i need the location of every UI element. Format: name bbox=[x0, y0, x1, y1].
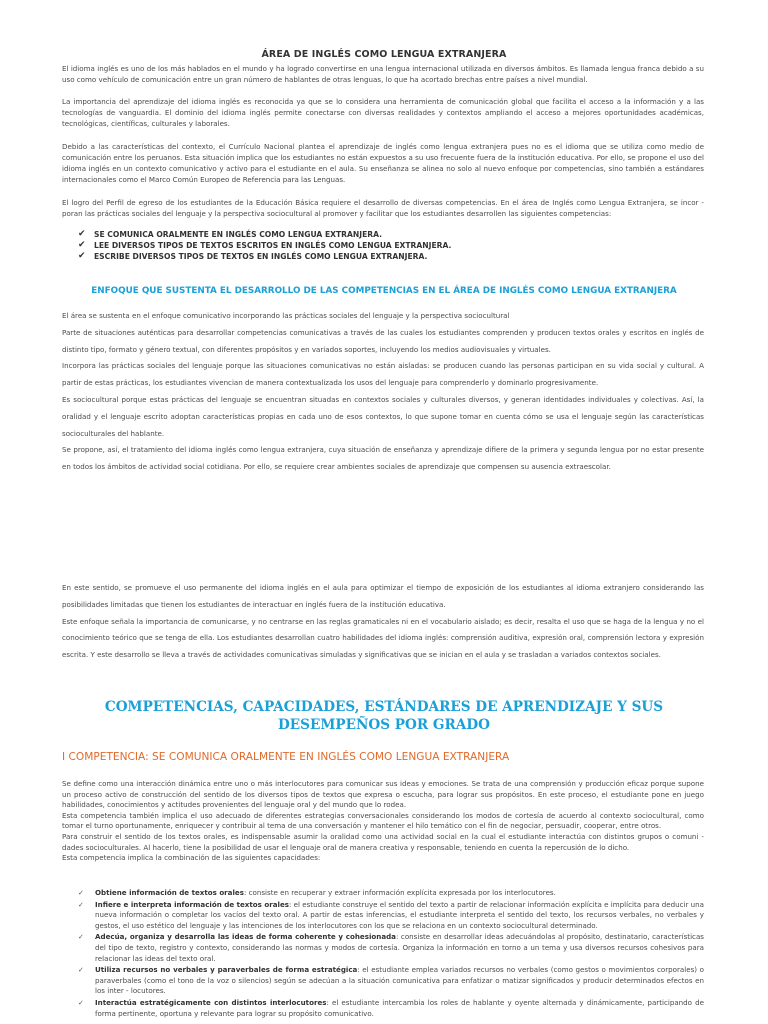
sentido-text: En este sentido, se promueve el uso permanente del idioma inglés en el aula para optimizar el tiempo de exposición de los estudiantes al idioma extranjero considerando las posibilidades limitadas que tienen los estudiantes de interactuar en inglés fuera de la institución educativa. Este enfoque señala la importancia de comunicarse, y no centrarse en las reglas gramaticales ni en el vocabulario aislado; es decir, resalta el uso que se haga de la lengua y no el conocimiento teórico que se tenga de ella. Los estudiantes desarrollan cuatro habilidades del idioma inglés: comprensión auditiva, expresión oral, comprensión lectora y expresión escrita. Y este desarrollo se lleva a través de actividades comunicativas simuladas y significativas que se inician en el aula y se trasladan a variados contextos sociales. bbox=[62, 583, 704, 660]
checkmark-icon: ✔ bbox=[78, 251, 86, 262]
intro-paragraph-2: La importancia del aprendizaje del idioma inglés es reconocida ya que se lo considera una herramienta de comunicación global que facilita el acceso a la información y a las tecnologías de vanguardia. El dominio del idioma inglés permite conectarse con diversas realidades y contextos ampliando el acceso a mejores oportunidades académicas, tecnológicas, científicas, culturales y laborales. bbox=[62, 97, 704, 128]
checkmark-icon: ✓ bbox=[78, 889, 84, 897]
document-title: ÁREA DE INGLÉS COMO LENGUA EXTRANJERA bbox=[261, 49, 507, 60]
list-item: ✓ Adecúa, organiza y desarrolla las ideas de forma coherente y cohesionada: consiste en desarrollar ideas adecuándolas al propósito, destinatario, características del tipo de texto, registro y contexto, considerando las normas y modos de cortesía. Organiza la información en torno a un tema y usa diversos recursos cohesivos para relacionar las ideas del texto oral. bbox=[78, 932, 704, 963]
enfoque-heading: ENFOQUE QUE SUSTENTA EL DESARROLLO DE LAS COMPETENCIAS EN EL ÁREA DE INGLÉS COMO LENGUA EXTRANJERA bbox=[91, 286, 677, 296]
intro-paragraph-3: Debido a las características del contexto, el Currículo Nacional plantea el aprendizaje de inglés como lengua extranjera pues no es el idioma que se utiliza como medio de comunicación entre los peruanos. Esta situación implica que los estudiantes no están expuestos a su uso frecuente fuera de la institución educativa. Por ello, se propone el uso del idioma inglés en un contexto comunicativo y activo para el estudiante en el aula. Su enseñanza se alinea no solo al nuevo enfoque por competencias, sino también a estándares internacionales como el Marco Común Europeo de Referencia para las Lenguas. bbox=[62, 142, 704, 184]
checkmark-icon: ✓ bbox=[78, 900, 84, 909]
capacidades-list bbox=[78, 888, 704, 1020]
competencias-list bbox=[78, 229, 698, 263]
checkmark-icon: ✓ bbox=[78, 933, 84, 942]
list-item: ✓ Obtiene información de textos orales: consiste en recuperar y extraer información explícita expresada por los interlocutores. bbox=[78, 888, 556, 897]
list-item: ✓ Interactúa estratégicamente con distintos interlocutores: el estudiante intercambia los roles de hablante y oyente alternada y dinámicamente, participando de forma pertinente, oportuna y relevante para lograr su propósito comunicativo. bbox=[78, 997, 704, 1018]
checkmark-icon: ✔ bbox=[78, 229, 86, 239]
list-item: ✔ ESCRIBE DIVERSOS TIPOS DE TEXTOS EN INGLÉS COMO LENGUA EXTRANJERA. bbox=[78, 251, 428, 262]
enfoque-text: El área se sustenta en el enfoque comunicativo incorporando las prácticas sociales del lenguaje y la perspectiva sociocultural Parte de situaciones auténticas para desarrollar competencias comunicativas a través de las cuales los estudiantes comprenden y producen textos orales y escritos en inglés de distinto tipo, formato y género textual, con diferentes propósitos y en variados soportes, incluyendo los medios audiovisuales y virtuales. Incorpora las prácticas sociales del lenguaje porque las situaciones comunicativas no están aisladas: se producen cuando las personas participan en su vida social y cultural. A partir de estas prácticas, los estudiantes vivencian de manera contextualizada los usos del lenguaje para comprenderlo y dominarlo progresivamente. Es sociocultural porque estas prácticas del lenguaje se encuentran situadas en contextos sociales y culturales diversos, y generan identidades individuales y colectivas. Así, la oralidad y el lenguaje escrito adoptan características propias en cada uno de esos contextos, lo que supone tomar en cuenta cómo se usa el lenguaje según las características socioculturales del hablante. Se propone, así, el tratamiento del idioma inglés como lengua extranjera, cuya situación de enseñanza y aprendizaje difiere de la primera y segunda lengua por no estar presente en todos los ámbitos de actividad social cotidiana. Por ello, se requiere crear ambientes sociales de aprendizaje que compensen su ausencia extraescolar. bbox=[62, 311, 704, 472]
section-heading: COMPETENCIAS, CAPACIDADES, ESTÁNDARES DE APRENDIZAJE Y SUS DESEMPEÑOS POR GRADO bbox=[104, 699, 664, 733]
list-item: ✓ Infiere e interpreta información de textos orales: el estudiante construye el sentido del texto a partir de relacionar información explícita e implícita para deducir una nueva información o completar los vacíos del texto oral. A partir de estas inferencias, el estudiante interpreta el sentido del texto, los recursos verbales, no verbales y gestos, el uso estético del lenguaje y las intenciones de los interlocutores con los que se relaciona en un contexto sociocultural determinado. bbox=[78, 899, 704, 930]
list-item: ✔ LEE DIVERSOS TIPOS DE TEXTOS ESCRITOS EN INGLÉS COMO LENGUA EXTRANJERA. bbox=[78, 240, 452, 251]
intro-paragraph-1: El idioma inglés es uno de los más hablados en el mundo y ha logrado convertirse en una lengua internacional utilizada en diversos ámbitos. Es llamada lengua franca debido a su uso como vehículo de comunicación entre un gran número de hablantes de otras lenguas, lo que ha acortado brechas entre países a nivel mundial. bbox=[62, 64, 704, 84]
checkmark-icon: ✓ bbox=[78, 966, 84, 975]
checkmark-icon: ✓ bbox=[78, 998, 84, 1007]
checkmark-icon: ✔ bbox=[78, 240, 86, 251]
competencia-1-heading: I COMPETENCIA: SE COMUNICA ORALMENTE EN INGLÉS COMO LENGUA EXTRANJERA bbox=[62, 751, 510, 763]
list-item: ✔ SE COMUNICA ORALMENTE EN INGLÉS COMO LENGUA EXTRANJERA. bbox=[78, 229, 383, 239]
intro-paragraph-4: El logro del Perfil de egreso de los estudiantes de la Educación Básica requiere el desarrollo de diversas competencias. En el área de Inglés como Lengua Extranjera, se incor - poran las prácticas sociales del lenguaje y la perspectiva sociocultural al promover y facilitar que los estudiantes desarrollen las siguientes competencias: bbox=[62, 198, 704, 218]
competencia-1-text: Se define como una interacción dinámica entre uno o más interlocutores para comunicar sus ideas y emociones. Se trata de una comprensión y producción eficaz porque supone un proceso activo de construcción del sentido de los diversos tipos de textos que expresa o escucha, para lograr sus propósitos. En este proceso, el estudiante pone en juego habilidades, conocimientos y actitudes provenientes del lenguaje oral y del mundo que lo rodea. Esta competencia también implica el uso adecuado de diferentes estrategias conversacionales considerando los modos de cortesía de acuerdo al contexto sociocultural, como tomar el turno oportunamente, enriquecer y contribuir al tema de una conversación y mantener el hilo temático con el fin de negociar, persuadir, cooperar, entre otros. Para construir el sentido de los textos orales, es indispensable asumir la oralidad como una actividad social en la cual el estudiante interactúa con distintos grupos o comuni - dades socioculturales. Al hacerlo, tiene la posibilidad de usar el lenguaje oral de manera creativa y responsable, teniendo en cuenta la repercusión de lo dicho. Esta competencia implica la combinación de las siguientes capacidades: bbox=[62, 779, 704, 863]
list-item: ✓ Utiliza recursos no verbales y paraverbales de forma estratégica: el estudiante emplea variados recursos no verbales (como gestos o movimientos corporales) o paraverbales (como el tono de la voz o silencios) según se adecúan a la situación comunicativa para enfatizar o matizar significados y producir determinados efectos en los inter - locutores. bbox=[78, 965, 704, 996]
